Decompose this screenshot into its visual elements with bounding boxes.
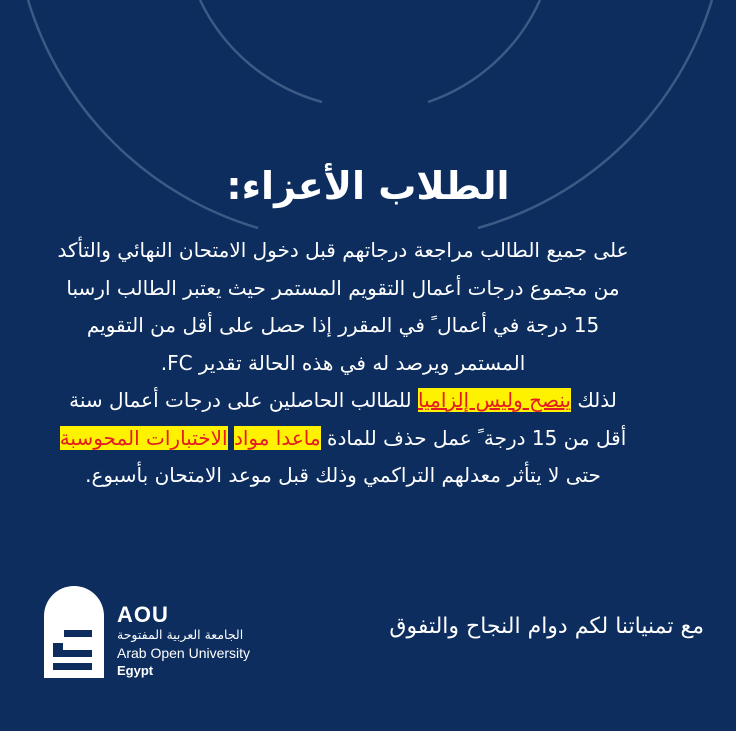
para2-text-4: حتى لا يتأثر معدلهم التراكمي وذلك قبل موعد الامتحان بأسبوع. [85,463,601,487]
paragraph-grades-review: على جميع الطالب مراجعة درجاتهم قبل دخول الامتحان النهائي والتأكد من مجموع درجات أعمال التقويم المستمر حيث يعتبر الطالب ارسبا 15 درجة في أعمال ً في المقرر إذا حصل على أقل من التقويم المستمر ويرصد له في هذه الحالة تقدير FC. [57,238,629,375]
logo-arabic-name: الجامعة العربية المفتوحة [117,627,244,642]
logo-abbreviation: AOU [117,602,169,627]
para2-text-1: لذلك [570,388,617,412]
highlight-except-courses: ماعدا مواد [233,425,321,450]
logo-country: Egypt [117,663,154,678]
aou-logo-text [117,604,250,680]
highlight-recommended: ينصح وليس إلزاميا [418,388,571,412]
para2-text-2: للطالب الحاصلين على درجات أعمال سنة أقل من 15 درجة ً عمل حذف للمادة [69,388,627,450]
logo-english-name: Arab Open University [117,645,251,661]
page-title: الطلاب الأعزاء: [226,164,510,208]
highlight-computerized-exams: الاختبارات المحوسبة [59,425,228,450]
closing-message: مع تمنياتنا لكم دوام النجاح والتفوق [389,614,704,639]
aou-logo-mark [44,586,106,680]
para2-text-3 [228,426,234,450]
aou-logo [44,586,304,686]
paragraph-withdrawal-advice [52,382,634,495]
announcement-body [52,232,634,495]
